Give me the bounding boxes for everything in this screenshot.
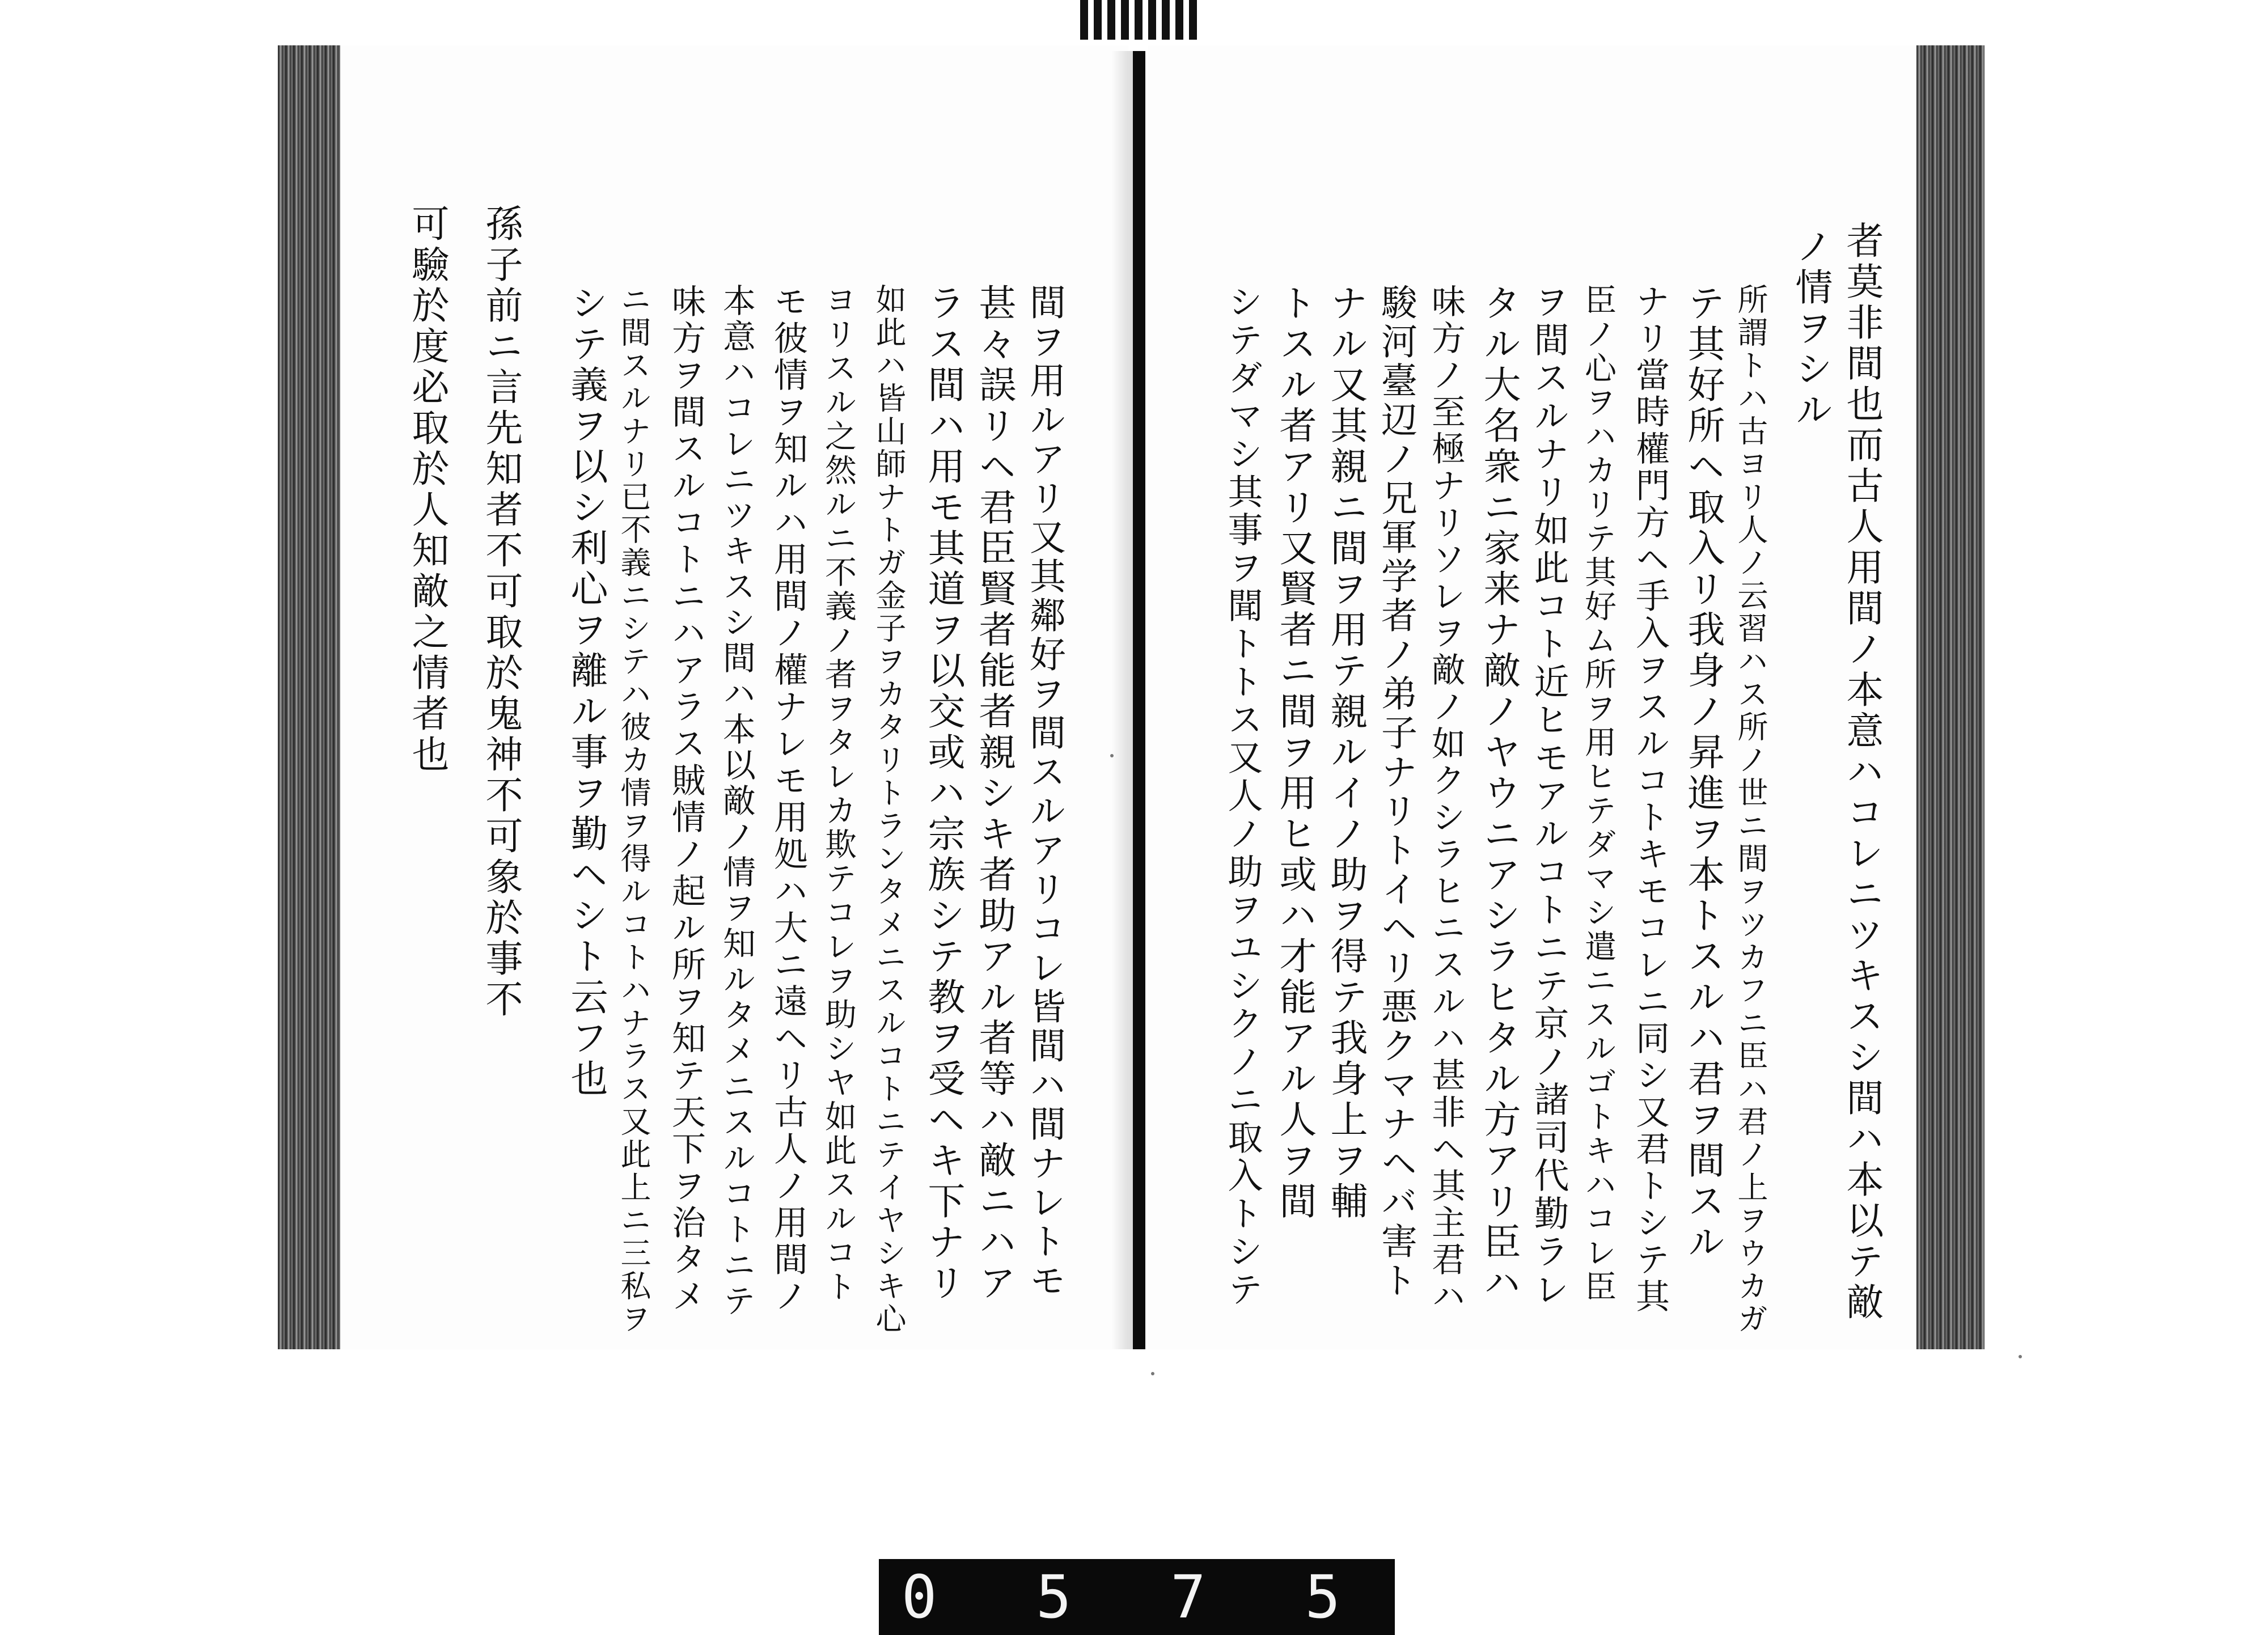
- text-column: モ彼情ヲ知ルハ用間ノ權ナレモ用処ハ大ニ遠ヘリ古人ノ用間ノ: [768, 283, 808, 1315]
- text-column: タル大名衆ニ家来ナ敵ノヤウニアシラヒタル方アリ臣ハ: [1477, 283, 1521, 1304]
- text-column: シテ義ヲ以シ利心ヲ離ル事ヲ勤ヘシト云フ也: [564, 283, 608, 1100]
- text-column: テ其好所ヘ取入リ我身ノ昇進ヲ本トスルハ君ヲ間スル: [1681, 283, 1725, 1263]
- frame-number-tag: 0 5 7 5: [879, 1559, 1395, 1635]
- left-page-edge: [278, 45, 340, 1349]
- text-column: 如此ハ皆山師ナトガ金子ヲカタリトランタメニスルコトニテイヤシキ心: [871, 283, 907, 1336]
- text-column: ナル又其親ニ間ヲ用テ親ルイノ助ヲ得テ我身上ヲ輔: [1324, 283, 1368, 1222]
- text-column: 臣ノ心ヲハカリテ其好ム所ヲ用ヒテダマシ遣ニスルゴトキハコレ臣: [1580, 283, 1617, 1304]
- right-page-edge: [1916, 45, 1984, 1349]
- book-gutter: [1133, 51, 1145, 1349]
- text-column: ニ間スルナリ已不義ニシテハ彼カ情ヲ得ルコトハナラス又此上ニ三私ヲ: [616, 283, 651, 1336]
- text-column: ヨリスル之然ルニ不義ノ者ヲタレカ欺テコレヲ助シヤ如此スルコト: [820, 283, 857, 1304]
- text-column: 駿河臺辺ノ兄軍学者ノ弟子ナリトイヘリ悪クマナヘバ害ト: [1375, 283, 1417, 1301]
- text-column: 者莫非間也而古人用間ノ本意ハコレニツキスシ間ハ本以テ敵: [1840, 221, 1884, 1323]
- scan-speck: [2019, 1355, 2022, 1358]
- binding-clip: [1080, 0, 1199, 40]
- text-column: シテダマシ其事ヲ聞トトス又人ノ助ヲユシクノニ取入トシテ: [1222, 283, 1263, 1309]
- text-column: トスル者アリ又賢者ニ間ヲ用ヒ或ハ才能アル人ヲ間: [1273, 283, 1317, 1222]
- scan-speck: [1151, 1372, 1154, 1375]
- text-column: ノ情ヲシル: [1789, 227, 1833, 431]
- text-column: 孫子前ニ言先知者不可取於鬼神不可象於事不: [479, 204, 523, 1020]
- scan-speck: [1110, 754, 1114, 757]
- text-column: 本意ハコレニツキスシ間ハ本以敵ノ情ヲ知ルタメニスルコトニテ: [717, 283, 756, 1319]
- text-column: 味方ノ至極ナリソレヲ敵ノ如クシラヒニスルハ甚非ヘ其主君ハ: [1426, 283, 1466, 1315]
- text-column: ラス間ハ用モ其道ヲ以交或ハ宗族シテ教ヲ受ヘキ下ナリ: [921, 283, 965, 1304]
- text-column: 間ヲ用ルアリ又其鄰好ヲ間スルアリコレ皆間ハ間ナレトモ: [1023, 283, 1065, 1301]
- text-column: 甚々誤リヘ君臣賢者能者親シキ者助アル者等ハ敵ニハア: [972, 283, 1016, 1304]
- text-column: 所謂トハ古ヨリ人ノ云習ハス所ノ世ニ間ヲツカフニ臣ハ君ノ上ヲウカガ: [1733, 283, 1768, 1336]
- text-column: ナリ當時權門方ヘ手入ヲスルコトキモコレニ同シ又君トシテ其: [1630, 283, 1670, 1315]
- text-column: 可驗於度必取於人知敵之情者也: [405, 204, 449, 776]
- text-column: ヲ間スルナリ如此コト近ヒモアルコトニテ京ノ諸司代勤ラレ: [1528, 283, 1569, 1309]
- text-column: 味方ヲ間スルコトニハアラス賊情ノ起ル所ヲ知テ天下ヲ治タメ: [666, 283, 706, 1315]
- gutter-shadow: [1111, 51, 1133, 1349]
